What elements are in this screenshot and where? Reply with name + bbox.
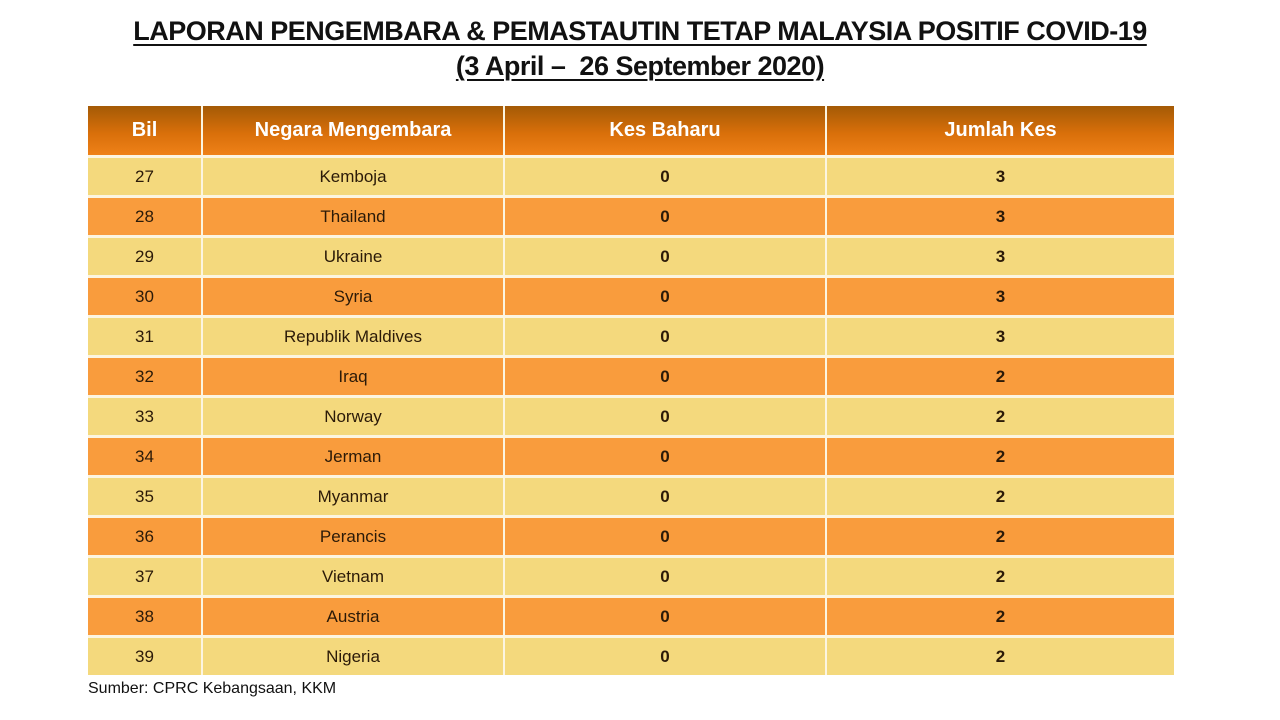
table-row [88,358,1174,398]
table-header [88,106,1174,158]
jumlah-kes-cell: 2 [827,438,1174,478]
table-row [88,318,1174,358]
table-row [88,278,1174,318]
negara-cell: Myanmar [203,478,505,518]
table-row [88,598,1174,638]
jumlah-kes-cell: 2 [827,478,1174,518]
bil-cell: 28 [88,198,203,238]
negara-cell: Vietnam [203,558,505,598]
title-block [0,14,1280,84]
kes-baharu-cell: 0 [505,358,827,398]
table-row [88,558,1174,598]
column-header-bil: Bil [88,106,203,158]
negara-cell: Thailand [203,198,505,238]
negara-cell: Nigeria [203,638,505,675]
covid-report-table [88,106,1174,675]
jumlah-kes-cell: 2 [827,398,1174,438]
bil-cell: 29 [88,238,203,278]
jumlah-kes-cell: 3 [827,238,1174,278]
table-row [88,518,1174,558]
table-row [88,238,1174,278]
page-subtitle: (3 April – 26 September 2020) [455,51,825,81]
bil-cell: 39 [88,638,203,675]
page-title: LAPORAN PENGEMBARA & PEMASTAUTIN TETAP MALAYSIA POSITIF COVID-19 [133,16,1147,46]
table-row [88,438,1174,478]
negara-cell: Austria [203,598,505,638]
negara-cell: Republik Maldives [203,318,505,358]
negara-cell: Kemboja [203,158,505,198]
bil-cell: 31 [88,318,203,358]
table-header-row [88,106,1174,158]
kes-baharu-cell: 0 [505,478,827,518]
table-row [88,638,1174,675]
jumlah-kes-cell: 3 [827,158,1174,198]
kes-baharu-cell: 0 [505,638,827,675]
column-header-kes-baharu: Kes Baharu [505,106,827,158]
kes-baharu-cell: 0 [505,278,827,318]
kes-baharu-cell: 0 [505,398,827,438]
bil-cell: 27 [88,158,203,198]
bil-cell: 30 [88,278,203,318]
column-header-negara: Negara Mengembara [203,106,505,158]
bil-cell: 33 [88,398,203,438]
jumlah-kes-cell: 2 [827,638,1174,675]
bil-cell: 32 [88,358,203,398]
negara-cell: Perancis [203,518,505,558]
column-header-jumlah-kes: Jumlah Kes [827,106,1174,158]
jumlah-kes-cell: 2 [827,598,1174,638]
source-note: Sumber: CPRC Kebangsaan, KKM [88,680,337,697]
kes-baharu-cell: 0 [505,238,827,278]
jumlah-kes-cell: 2 [827,358,1174,398]
table-row [88,158,1174,198]
jumlah-kes-cell: 2 [827,518,1174,558]
negara-cell: Syria [203,278,505,318]
table-row [88,478,1174,518]
kes-baharu-cell: 0 [505,598,827,638]
bil-cell: 34 [88,438,203,478]
kes-baharu-cell: 0 [505,198,827,238]
table-row [88,198,1174,238]
bil-cell: 36 [88,518,203,558]
kes-baharu-cell: 0 [505,558,827,598]
negara-cell: Jerman [203,438,505,478]
bil-cell: 38 [88,598,203,638]
table-row [88,398,1174,438]
jumlah-kes-cell: 3 [827,198,1174,238]
kes-baharu-cell: 0 [505,518,827,558]
negara-cell: Norway [203,398,505,438]
bil-cell: 37 [88,558,203,598]
jumlah-kes-cell: 3 [827,318,1174,358]
kes-baharu-cell: 0 [505,318,827,358]
kes-baharu-cell: 0 [505,438,827,478]
bil-cell: 35 [88,478,203,518]
table-body [88,158,1174,675]
negara-cell: Ukraine [203,238,505,278]
jumlah-kes-cell: 3 [827,278,1174,318]
kes-baharu-cell: 0 [505,158,827,198]
jumlah-kes-cell: 2 [827,558,1174,598]
negara-cell: Iraq [203,358,505,398]
